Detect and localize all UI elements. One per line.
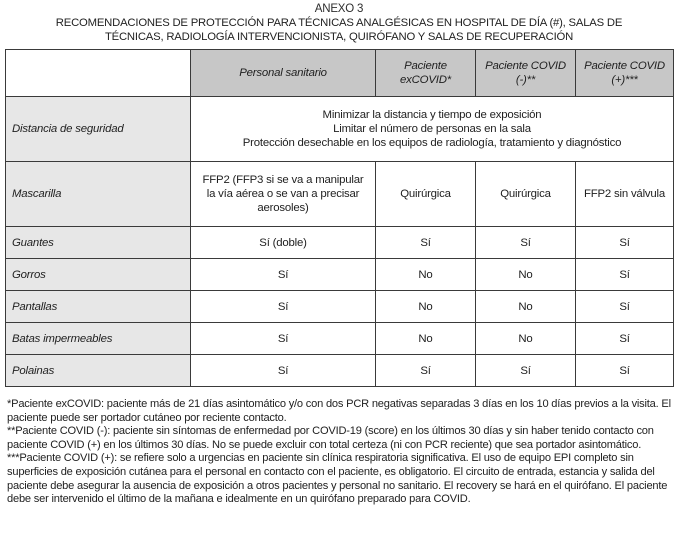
row-label-distancia: Distancia de seguridad xyxy=(6,97,191,162)
row-label-polainas: Polainas xyxy=(6,355,191,387)
distancia-line-3: Protección desechable en los equipos de radiología, tratamiento y diagnóstico xyxy=(242,137,622,149)
cell-batas-excovid: No xyxy=(376,323,476,355)
footnotes-block xyxy=(7,398,673,507)
cell-mascarilla-covid-pos: FFP2 sin válvula xyxy=(576,162,674,227)
table-corner-cell xyxy=(6,50,191,97)
table-row-distancia xyxy=(6,97,674,162)
cell-pantallas-covid-pos: Sí xyxy=(576,291,674,323)
cell-mascarilla-covid-neg: Quirúrgica xyxy=(476,162,576,227)
distancia-line-1: Minimizar la distancia y tiempo de exposición xyxy=(322,109,542,121)
cell-polainas-excovid: Sí xyxy=(376,355,476,387)
table-header-row xyxy=(6,50,674,97)
table-row-gorros xyxy=(6,259,674,291)
row-label-guantes: Guantes xyxy=(6,227,191,259)
footnote-excovid: *Paciente exCOVID: paciente más de 21 días asintomático y/o con dos PCR negativas separadas 3 días en los 10 días previos a la visita. El paciente puede ser portador cutáneo por reciente contacto. xyxy=(7,398,671,424)
cell-batas-covid-pos: Sí xyxy=(576,323,674,355)
cell-polainas-personal: Sí xyxy=(191,355,376,387)
row-label-gorros: Gorros xyxy=(6,259,191,291)
annex-label: ANEXO 3 xyxy=(314,3,364,15)
cell-gorros-covid-pos: Sí xyxy=(576,259,674,291)
document-title-line-1: RECOMENDACIONES DE PROTECCIÓN PARA TÉCNICAS ANALGÉSICAS EN HOSPITAL DE DÍA (#), SALAS DE xyxy=(55,17,623,29)
cell-gorros-excovid: No xyxy=(376,259,476,291)
cell-polainas-covid-pos: Sí xyxy=(576,355,674,387)
cell-guantes-excovid: Sí xyxy=(376,227,476,259)
cell-mascarilla-personal: FFP2 (FFP3 si se va a manipular la vía aérea o se van a precisar aerosoles) xyxy=(191,162,376,227)
cell-pantallas-personal: Sí xyxy=(191,291,376,323)
cell-guantes-personal: Sí (doble) xyxy=(191,227,376,259)
row-label-pantallas: Pantallas xyxy=(6,291,191,323)
cell-batas-covid-neg: No xyxy=(476,323,576,355)
footnote-covid-negative: **Paciente COVID (-): paciente sin síntomas de enfermedad por COVID-19 (score) en los últimos 30 días y sin haber tenido contacto con paciente COVID (+) en los últimos 30 días. No se puede excluir con total certeza (ni con PCR reciente) que sea portador asintomático. xyxy=(7,425,654,451)
cell-pantallas-excovid: No xyxy=(376,291,476,323)
cell-pantallas-covid-neg: No xyxy=(476,291,576,323)
cell-batas-personal: Sí xyxy=(191,323,376,355)
document-title-block xyxy=(0,0,678,44)
table-row-pantallas xyxy=(6,291,674,323)
cell-polainas-covid-neg: Sí xyxy=(476,355,576,387)
cell-gorros-personal: Sí xyxy=(191,259,376,291)
recommendations-table xyxy=(5,49,674,387)
row-label-mascarilla: Mascarilla xyxy=(6,162,191,227)
footnote-covid-positive: ***Paciente COVID (+): se refiere solo a urgencias en paciente sin clínica respiratoria significativa. El uso de equipo EPI completo sin superficies de exposición cutánea para el personal en contacto con el paciente, es obligatorio. El circuito de entrada, estancia y salida del paciente debe asegurar la ausencia de exposición a otros pacientes y personal no sanitario. El recovery se hará en el quirófano. El paciente debe ser intervenido el último de la mañana e idealmente en un quirófano preparado para COVID. xyxy=(7,452,668,506)
document-title-line-2: TÉCNICAS, RADIOLOGÍA INTERVENCIONISTA, QUIRÓFANO Y SALAS DE RECUPERACIÓN xyxy=(104,30,574,43)
cell-distancia-span xyxy=(191,97,674,162)
table-row-mascarilla xyxy=(6,162,674,227)
distancia-line-2: Limitar el número de personas en la sala xyxy=(333,123,531,135)
column-header-paciente-covid-neg: Paciente COVID (-)** xyxy=(476,50,576,97)
cell-gorros-covid-neg: No xyxy=(476,259,576,291)
column-header-paciente-covid-pos: Paciente COVID (+)*** xyxy=(576,50,674,97)
table-row-guantes xyxy=(6,227,674,259)
row-label-batas: Batas impermeables xyxy=(6,323,191,355)
table-row-polainas xyxy=(6,355,674,387)
cell-guantes-covid-pos: Sí xyxy=(576,227,674,259)
cell-mascarilla-excovid: Quirúrgica xyxy=(376,162,476,227)
cell-guantes-covid-neg: Sí xyxy=(476,227,576,259)
column-header-paciente-excovid: Paciente exCOVID* xyxy=(376,50,476,97)
column-header-personal-sanitario: Personal sanitario xyxy=(191,50,376,97)
table-row-batas xyxy=(6,323,674,355)
